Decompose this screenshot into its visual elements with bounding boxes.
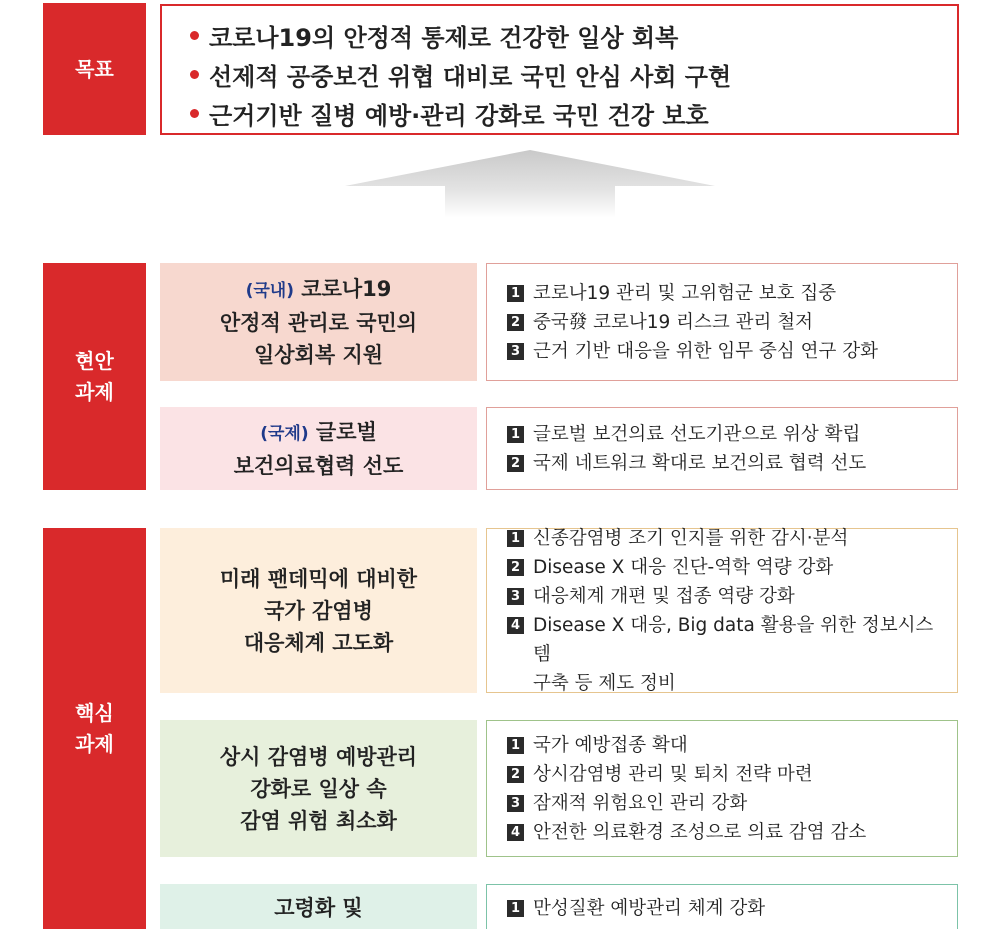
current-task-domestic-items: [486, 263, 958, 381]
core-task-endemic-items: [486, 720, 958, 857]
goal-box: [160, 4, 959, 135]
list-item: 4 Disease X 대응, Big data 활용을 위한 정보시스템 구축 등 제도 정비: [507, 611, 947, 698]
core-task-endemic: 상시 감염병 예방관리 강화로 일상 속 감염 위험 최소화: [160, 720, 477, 857]
core-task-aging: 고령화 및: [160, 884, 477, 929]
core-tasks-label: 핵심 과제: [43, 528, 146, 929]
list-item: 2 상시감염병 관리 및 퇴치 전략 마련: [507, 760, 947, 789]
current-task-international-items: [486, 407, 958, 490]
list-item: 1 만성질환 예방관리 체계 강화: [507, 894, 947, 923]
list-item: 2 중국發 코로나19 리스크 관리 철저: [507, 308, 947, 337]
list-item: 2 국제 네트워크 확대로 보건의료 협력 선도: [507, 449, 947, 478]
list-item: 3 근거 기반 대응을 위한 임무 중심 연구 강화: [507, 337, 947, 366]
goal-label: [43, 3, 146, 135]
list-item: 1 글로벌 보건의료 선도기관으로 위상 확립: [507, 420, 947, 449]
bullet-icon: [190, 70, 199, 79]
list-item: 4 안전한 의료환경 조성으로 의료 감염 감소: [507, 818, 947, 847]
bullet-icon: [190, 109, 199, 118]
goal-line-3: 근거기반 질병 예방·관리 강화로 국민 건강 보호: [190, 94, 957, 133]
list-item: 3 대응체계 개편 및 접종 역량 강화: [507, 582, 947, 611]
current-task-domestic: (국내) 코로나19 안정적 관리로 국민의 일상회복 지원: [160, 263, 477, 381]
list-item: 2 Disease X 대응 진단-역학 역량 강화: [507, 553, 947, 582]
goal-line-2: 선제적 공중보건 위협 대비로 국민 안심 사회 구현: [190, 55, 957, 94]
list-item: 1 코로나19 관리 및 고위험군 보호 집중: [507, 279, 947, 308]
core-task-aging-items: [486, 884, 958, 929]
list-item: 1 국가 예방접종 확대: [507, 731, 947, 760]
bullet-icon: [190, 31, 199, 40]
category-tag: (국제): [260, 423, 309, 444]
current-tasks-label: 현안 과제: [43, 263, 146, 490]
core-task-pandemic-items: [486, 528, 958, 693]
core-task-pandemic: 미래 팬데믹에 대비한 국가 감염병 대응체계 고도화: [160, 528, 477, 693]
list-item: 1 신종감염병 조기 인지를 위한 감시·분석: [507, 524, 947, 553]
goal-line-1: 코로나19의 안정적 통제로 건강한 일상 회복: [190, 16, 957, 55]
goal-label-text: 목표: [75, 56, 114, 81]
up-arrow-icon: [330, 148, 730, 218]
category-tag: (국내): [245, 281, 294, 301]
current-task-international: (국제) 글로벌 보건의료협력 선도: [160, 407, 477, 490]
list-item: 3 잠재적 위험요인 관리 강화: [507, 789, 947, 818]
